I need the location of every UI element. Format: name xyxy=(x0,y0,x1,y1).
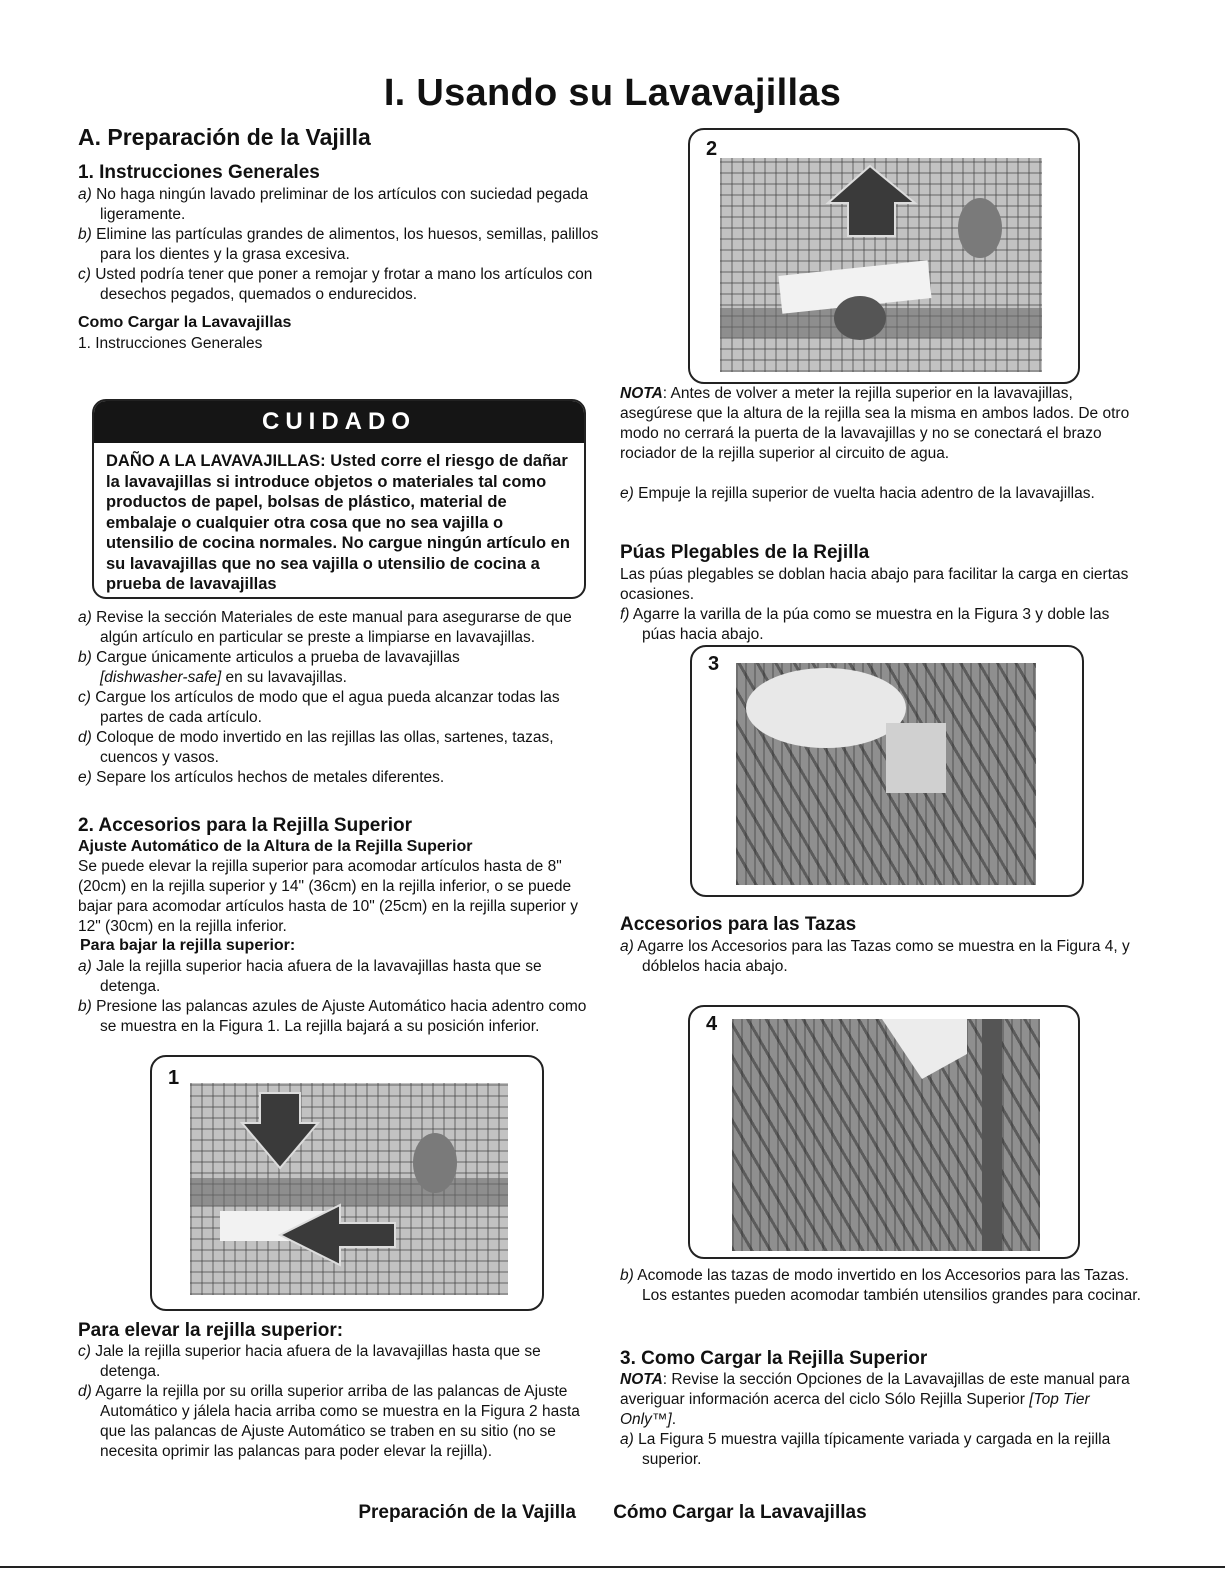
figure-number: 3 xyxy=(708,653,720,675)
list-item: e) Empuje la rejilla superior de vuelta hacia adentro de la lavavajillas. xyxy=(620,485,1095,502)
page-title: I. Usando su Lavavajillas xyxy=(383,72,842,114)
tines-item xyxy=(620,605,1145,645)
tines-heading: Púas Plegables de la Rejilla xyxy=(620,542,870,563)
caution-box xyxy=(92,399,586,599)
hand-illustration xyxy=(732,1019,1040,1251)
section-a-heading: A. Preparación de la Vajilla xyxy=(78,124,371,150)
loading-list xyxy=(78,608,603,788)
list-item: b) Acomode las tazas de modo invertido en los Accesorios para las Tazas. Los estantes pueden acomodar también utensilios grandes para cocinar. xyxy=(620,1267,1141,1304)
list-item: a) Agarre los Accesorios para las Tazas como se muestra en la Figura 4, y dóblelos hacia abajo. xyxy=(620,938,1130,975)
arrow-up-illustration xyxy=(720,158,1042,372)
list-item: c) Cargue los artículos de modo que el agua pueda alcanzar todas las partes de cada artículo. xyxy=(78,689,560,726)
rack-lever-photo xyxy=(190,1083,508,1295)
tines-paragraph: Las púas plegables se doblan hacia abajo para facilitar la carga en ciertas ocasiones. xyxy=(620,566,1129,603)
folding-tines-photo xyxy=(736,663,1036,885)
rack-raise-photo xyxy=(720,158,1042,372)
upper-note: NOTA: Revise la sección Opciones de la Lavavajillas de este manual para averiguar información acerca del ciclo Sólo Rejilla Superior [Top Tier Only™]. xyxy=(620,1371,1130,1428)
figure-3 xyxy=(690,645,1084,897)
list-item: c) Jale la rejilla superior hacia afuera de la lavavajillas hasta que se detenga. xyxy=(78,1343,541,1380)
figure-number: 1 xyxy=(168,1067,180,1089)
cups-item-a xyxy=(620,937,1145,977)
caution-title: CUIDADO xyxy=(94,401,584,443)
cup-shelf-photo xyxy=(732,1019,1040,1251)
cups-heading: Accesorios para las Tazas xyxy=(620,914,857,935)
raise-heading: Para elevar la rejilla superior: xyxy=(78,1320,344,1341)
list-item: a) Revise la sección Materiales de este manual para asegurarse de que algún artículo en particular se preste a limpiarse en lavavajillas. xyxy=(78,609,572,646)
list-item: d) Agarre la rejilla por su orilla superior arriba de las palancas de Ajuste Automático y jálela hacia arriba como se muestra en la Figura 2 hasta que las palancas de Ajuste Automático se traben en su sitio (no se necesita oprimir las palancas para poder elevar la rejilla). xyxy=(78,1383,580,1460)
lower-heading: Para bajar la rejilla superior: xyxy=(80,937,296,954)
list-item: f) Agarre la varilla de la púa como se muestra en la Figura 3 y doble las púas hacia abajo. xyxy=(620,606,1110,643)
upper-rack-heading: 3. Como Cargar la Rejilla Superior xyxy=(620,1348,928,1369)
loading-subheading: 1. Instrucciones Generales xyxy=(78,335,263,352)
loading-heading: Como Cargar la Lavavajillas xyxy=(78,314,292,331)
auto-adjust-paragraph: Se puede elevar la rejilla superior para acomodar artículos hasta de 8" (20cm) en la rejilla superior y 14" (36cm) en la rejilla inferior, o se puede bajar para acomodar artículos hasta de 10" (25cm) en la rejilla superior y 12" (30cm) en la rejilla inferior. xyxy=(78,858,579,935)
list-item: a) Jale la rejilla superior hacia afuera de la lavavajillas hasta que se detenga. xyxy=(78,958,542,995)
general-list xyxy=(78,185,603,305)
figure-1 xyxy=(150,1055,544,1311)
figure-2 xyxy=(688,128,1080,384)
cups-item-b xyxy=(620,1266,1145,1306)
caution-text: DAÑO A LA LAVAVAJILLAS: Usted corre el riesgo de dañar la lavavajillas si introduce objetos o materiales tal como productos de papel, bolsas de plástico, material de embalaje o cualquier otra cosa que no sea vajilla o utensilio de cocina normales. No cargue ningún artículo en su lavavajillas que no sea vajilla o utensilio de cocina a prueba de lavavajillas xyxy=(106,452,570,593)
figure-number: 2 xyxy=(706,138,718,160)
list-item: b) Elimine las partículas grandes de alimentos, los huesos, semillas, palillos para los dientes y la grasa excesiva. xyxy=(78,226,599,263)
accessories-heading: 2. Accesorios para la Rejilla Superior xyxy=(78,815,413,836)
footer xyxy=(0,1502,1225,1524)
list-item: e) Separe los artículos hechos de metales diferentes. xyxy=(78,769,445,786)
figure-number: 4 xyxy=(706,1013,718,1035)
list-item: b) Cargue únicamente articulos a prueba de lavavajillas [dishwasher-safe] en su lavavajillas. xyxy=(78,649,460,686)
raise-list xyxy=(78,1342,603,1462)
list-item: c) Usted podría tener que poner a remojar y frotar a mano los artículos con desechos pegados, quemados o endurecidos. xyxy=(78,266,593,303)
list-item: a) No haga ningún lavado preliminar de los artículos con suciedad pegada ligeramente. xyxy=(78,186,589,223)
footer-left: Preparación de la Vajilla xyxy=(358,1502,576,1523)
bottom-rule xyxy=(0,1566,1225,1568)
general-heading: 1. Instrucciones Generales xyxy=(78,162,320,183)
note-height: NOTA: Antes de volver a meter la rejilla superior en la lavavajillas, asegúrese que la altura de la rejilla sea la misma en ambos lados. De otro modo no cerrará la puerta de la lavavajillas y no se conectará el brazo rociador de la rejilla superior al circuito de agua. xyxy=(620,385,1130,462)
auto-adjust-heading: Ajuste Automático de la Altura de la Rejilla Superior xyxy=(78,838,473,855)
list-item: d) Coloque de modo invertido en las rejillas las ollas, sartenes, tazas, cuencos y vasos. xyxy=(78,729,554,766)
push-rack-item xyxy=(620,484,1145,504)
arrows-illustration xyxy=(190,1083,508,1295)
upper-item xyxy=(620,1430,1145,1470)
list-item: a) La Figura 5 muestra vajilla típicamente variada y cargada en la rejilla superior. xyxy=(620,1431,1111,1468)
lower-list xyxy=(78,957,603,1037)
figure-4 xyxy=(688,1005,1080,1259)
hand-illustration xyxy=(736,663,1036,885)
footer-right: Cómo Cargar la Lavavajillas xyxy=(613,1502,867,1523)
list-item: b) Presione las palancas azules de Ajuste Automático hacia adentro como se muestra en la Figura 1. La rejilla bajará a su posición inferior. xyxy=(78,998,587,1035)
